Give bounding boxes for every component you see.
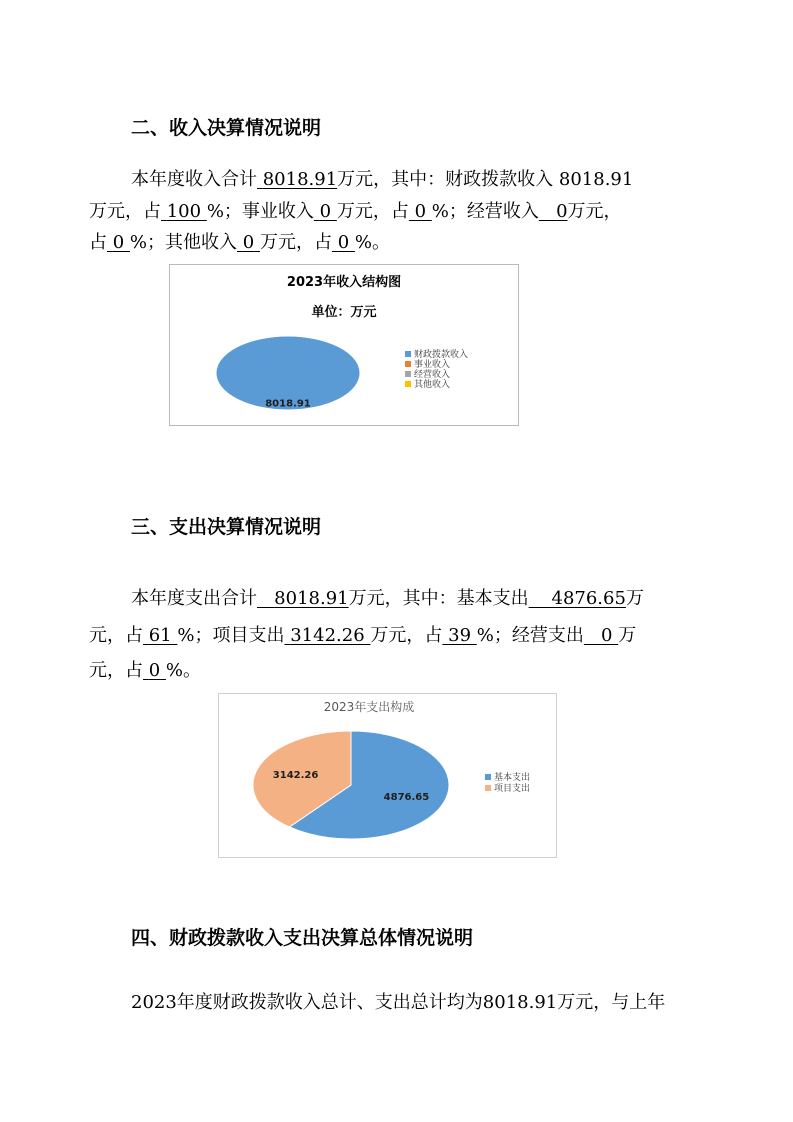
text: 万 [625, 588, 644, 609]
text: 万元，其中：基本支出 [348, 588, 529, 609]
expense-data-label: 3142.26 [272, 770, 319, 782]
fiscal-pct: 100 [166, 201, 202, 222]
income-paragraph-line-3 [89, 234, 390, 252]
business-pct: 0 [112, 232, 125, 253]
career-amount: 0 [319, 201, 332, 222]
project-amount: 3142.26 [290, 625, 365, 646]
expense-business-amount: 0 [601, 625, 613, 646]
income-chart-svg [170, 265, 518, 425]
expense-legend-label: 项目支出 [494, 784, 531, 794]
expense-data-label: 4876.65 [383, 791, 430, 803]
text: 万元，占 [89, 201, 161, 222]
income-heading: 二、收入决算情况说明 [131, 117, 322, 139]
text: 万 [618, 625, 637, 646]
text: %；项目支出 [177, 625, 285, 646]
income-legend-label: 财政拨款收入 [414, 350, 469, 360]
income-legend-label: 其他收入 [414, 380, 451, 390]
expense-chart [218, 693, 557, 858]
text: %。 [165, 660, 202, 681]
expense-chart-title: 2023年支出构成 [323, 700, 415, 714]
expense-business-pct: 0 [148, 660, 161, 681]
income-chart [169, 264, 519, 426]
expense-total: 8018.91 [274, 588, 349, 609]
income-legend [405, 348, 468, 390]
text: %。 [354, 232, 390, 253]
project-pct: 39 [448, 625, 472, 646]
text: 万元，占 [336, 201, 409, 222]
expense-paragraph-line-3 [89, 662, 201, 680]
text: 本年度收入合计 [131, 169, 257, 190]
text: 本年度支出合计 [131, 588, 257, 609]
text: 元，占 [89, 660, 143, 681]
expense-legend-swatch [485, 774, 491, 780]
income-data-label: 8018.91 [265, 398, 311, 410]
text: 万元，占 [370, 625, 443, 646]
income-paragraph-line-1 [131, 171, 633, 189]
income-legend-swatch [405, 351, 411, 357]
income-chart-subtitle: 单位：万元 [311, 305, 377, 320]
expense-paragraph-line-1 [131, 590, 644, 608]
text: %；事业收入 [206, 201, 314, 222]
expense-pie [253, 731, 449, 839]
fiscal-paragraph-line-1: 2023年度财政拨款收入总计、支出总计均为8018.91万元，与上年 [131, 992, 666, 1013]
income-legend-swatch [405, 371, 411, 377]
income-legend-label: 事业收入 [414, 360, 451, 370]
fiscal-heading: 四、财政拨款收入支出决算总体情况说明 [131, 927, 474, 949]
text: 万元， [567, 201, 622, 222]
text: %；其他收入 [129, 232, 238, 253]
business-amount: 0 [556, 201, 568, 222]
income-chart-title: 2023年收入结构图 [286, 275, 402, 290]
text: 元，占 [89, 625, 143, 646]
text: 占 [89, 232, 107, 253]
income-pie [216, 336, 360, 410]
basic-amount: 4876.65 [551, 588, 626, 609]
text: 万元，其中：财政拨款收入 8018.91 [337, 169, 634, 190]
income-legend-label: 经营收入 [414, 370, 451, 380]
other-pct: 0 [337, 232, 350, 253]
expense-legend [485, 771, 530, 794]
expense-chart-svg [219, 694, 556, 857]
expense-paragraph-line-2 [89, 627, 636, 645]
income-legend-swatch [405, 361, 411, 367]
other-amount: 0 [242, 232, 255, 253]
basic-pct: 61 [148, 625, 172, 646]
income-total: 8018.91 [262, 169, 338, 190]
text: %；经营支出 [476, 625, 584, 646]
expense-legend-swatch [485, 785, 491, 791]
career-pct: 0 [414, 201, 427, 222]
text: %；经营收入 [431, 201, 539, 222]
expense-heading: 三、支出决算情况说明 [131, 516, 322, 538]
income-paragraph-line-2 [89, 203, 622, 221]
expense-legend-label: 基本支出 [494, 773, 531, 783]
income-legend-swatch [405, 381, 411, 387]
text: 万元，占 [259, 232, 332, 253]
